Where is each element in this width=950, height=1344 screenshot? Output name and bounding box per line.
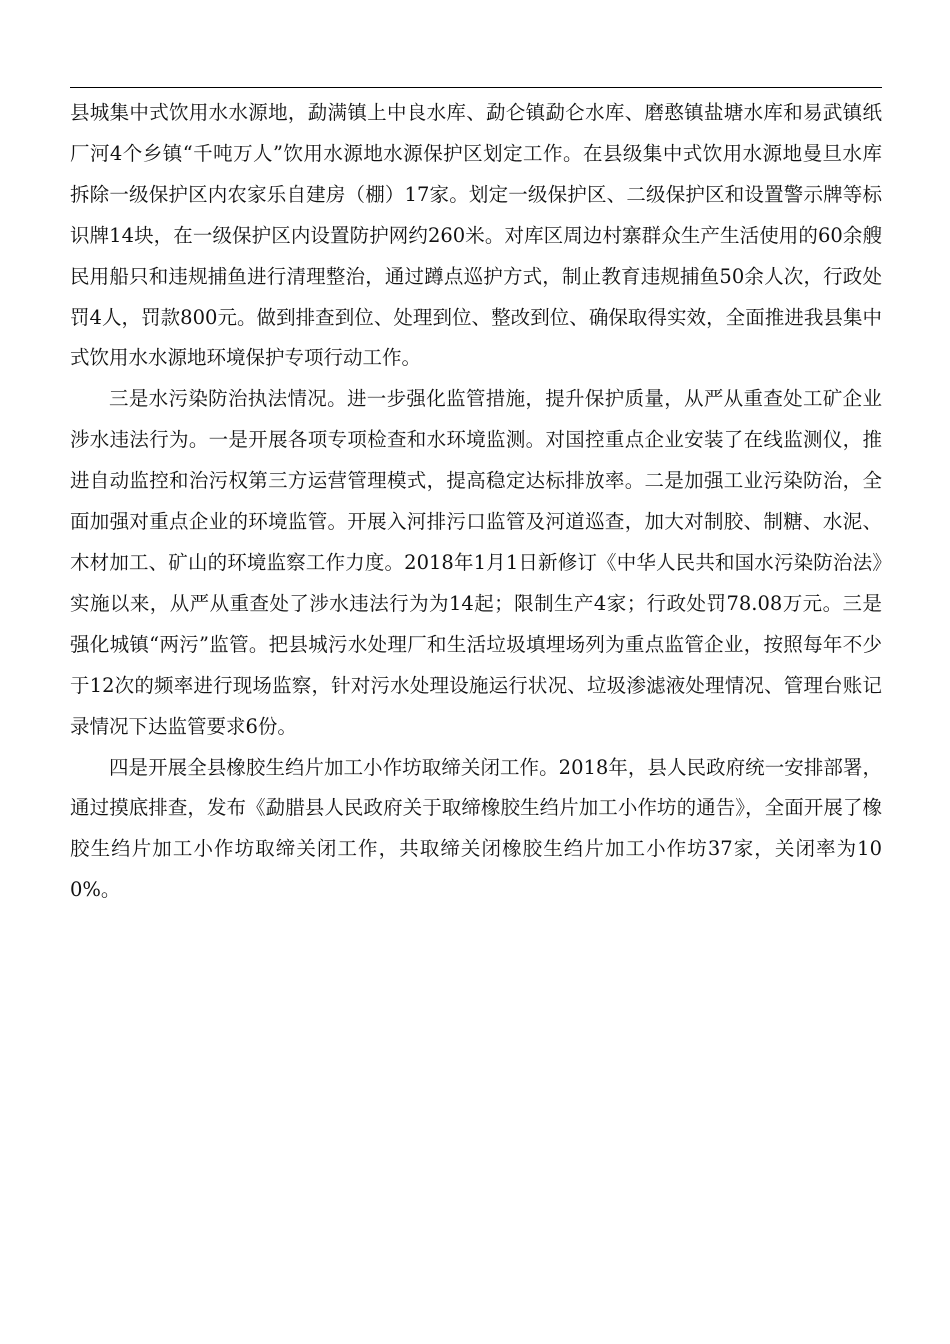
paragraph-rubber-workshop-closure: 四是开展全县橡胶生绉片加工小作坊取缔关闭工作。2018年，县人民政府统一安排部署，通过摸底排查，发布《勐腊县人民政府关于取缔橡胶生绉片加工小作坊的通告》，全面开展了橡胶生绉片加工小作坊取缔关闭工作，共取缔关闭橡胶生绉片加工小作坊37家，关闭率为100%。 xyxy=(70,755,882,902)
header-rule xyxy=(70,87,882,88)
paragraph-water-source-protection: 县城集中式饮用水水源地，勐满镇上中良水库、勐仑镇勐仑水库、磨憨镇盐塘水库和易武镇纸厂河4个乡镇“千吨万人”饮用水源地水源保护区划定工作。在县级集中式饮用水源地曼旦水库拆除一级保护区内农家乐自建房（棚）17家。划定一级保护区、二级保护区和设置警示牌等标识牌14块，在一级保护区内设置防护网约260米。对库区周边村寨群众生产生活使用的60余艘民用船只和违规捕鱼进行清理整治，通过蹲点巡护方式，制止教育违规捕鱼50余人次，行政处罚4人，罚款800元。做到排查到位、处理到位、整改到位、确保取得实效，全面推进我县集中式饮用水水源地环境保护专项行动工作。 xyxy=(70,101,882,370)
paragraph-water-pollution-enforcement: 三是水污染防治执法情况。进一步强化监管措施，提升保护质量，从严从重查处工矿企业涉水违法行为。一是开展各项专项检查和水环境监测。对国控重点企业安装了在线监测仪，推进自动监控和治污权第三方运营管理模式，提高稳定达标排放率。二是加强工业污染防治，全面加强对重点企业的环境监管。开展入河排污口监管及河道巡查，加大对制胶、制糖、水泥、木材加工、矿山的环境监察工作力度。2018年1月1日新修订《中华人民共和国水污染防治法》实施以来，从严从重查处了涉水违法行为为14起；限制生产4家；行政处罚78.08万元。三是强化城镇“两污”监管。把县城污水处理厂和生活垃圾填埋场列为重点监管企业，按照每年不少于12次的频率进行现场监察，针对污水处理设施运行状况、垃圾渗滤液处理情况、管理台账记录情况下达监管要求6份。 xyxy=(70,387,882,738)
document-body xyxy=(70,93,882,911)
